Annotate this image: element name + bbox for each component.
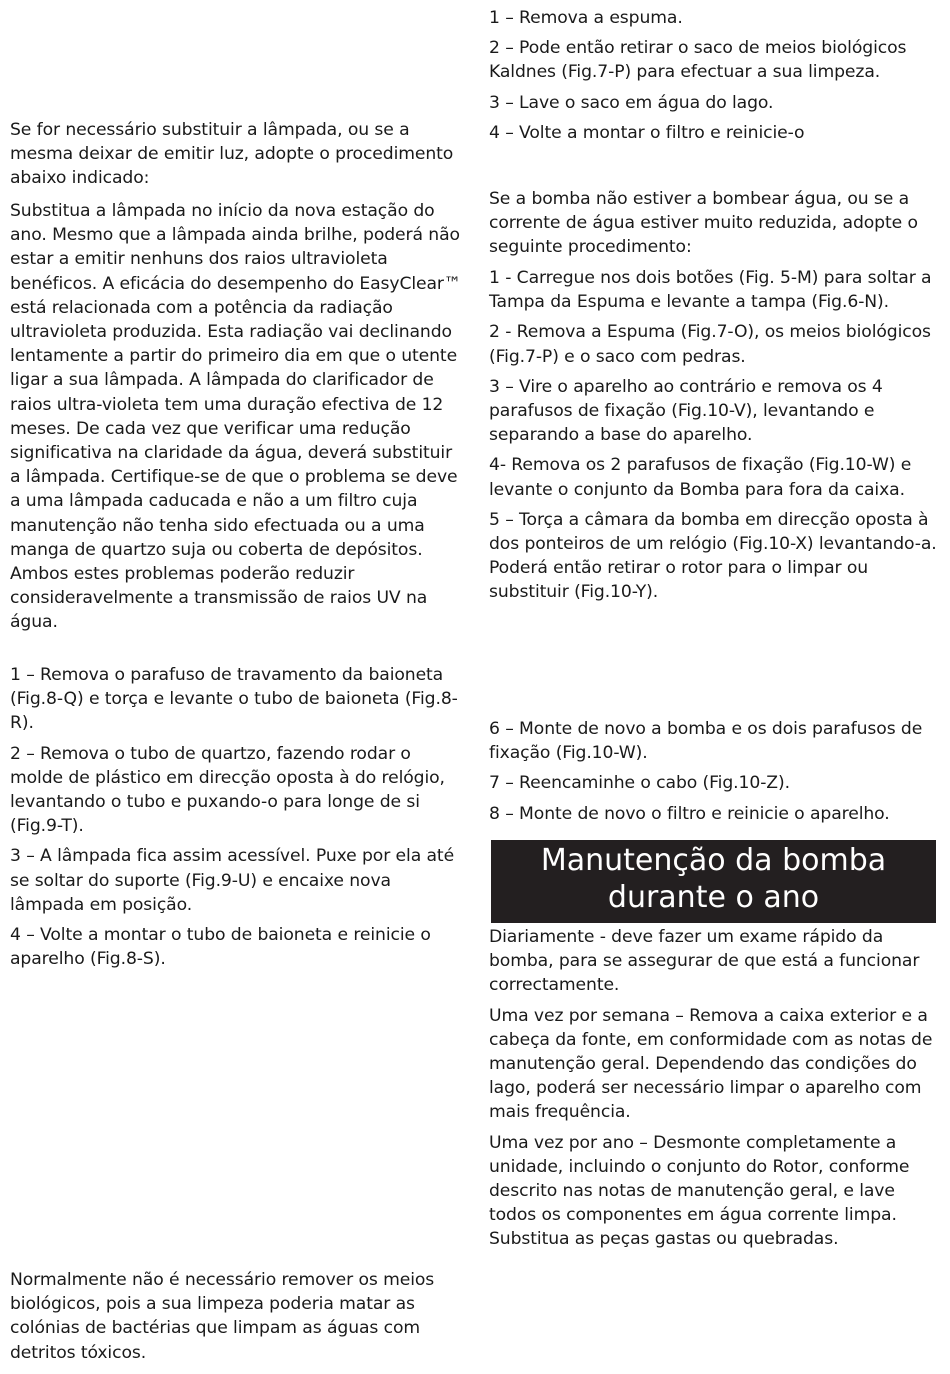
pump-step: 5 – Torça a câmara da bomba em direcção oposta à dos ponteiros de um relógio (Fig.10-X) levantando-a. Poderá então retirar o rotor para o limpar ou substituir (Fig.10-Y). xyxy=(489,509,937,603)
media-note-paragraph: Normalmente não é necessário remover os meios biológicos, pois a sua limpeza poderia matar as colónias de bactérias que limpam as águas com detritos tóxicos. xyxy=(10,1270,435,1363)
heading-line-2: durante o ano xyxy=(607,880,820,915)
pump-maintenance-heading xyxy=(491,840,936,923)
maintenance-schedule-block xyxy=(489,925,944,1252)
pump-step: 3 – Vire o aparelho ao contrário e remova os 4 parafusos de fixação (Fig.10-V), levantando e separando a base do aparelho. xyxy=(489,376,883,446)
media-step: 3 – Lave o saco em água do lago. xyxy=(489,92,774,113)
pump-step: 6 – Monte de novo a bomba e os dois parafusos de fixação (Fig.10-W). xyxy=(489,719,923,764)
pump-intro-block xyxy=(489,187,944,260)
media-note-block xyxy=(10,1268,465,1365)
lamp-step: 3 – A lâmpada fica assim acessível. Puxe por ela até se soltar do suporte (Fig.9-U) e encaixe nova lâmpada em posição. xyxy=(10,846,455,915)
pump-steps-block-b xyxy=(489,717,944,826)
pump-step: 4- Remova os 2 parafusos de fixação (Fig.10-W) e levante o conjunto da Bomba para fora da caixa. xyxy=(489,455,912,500)
lamp-intro-block xyxy=(10,118,465,191)
maintenance-daily: Diariamente - deve fazer um exame rápido da bomba, para se assegurar de que está a funcionar correctamente. xyxy=(489,927,920,996)
pump-step: 1 - Carregue nos dois botões (Fig. 5-M) para soltar a Tampa da Espuma e levante a tampa (Fig.6-N). xyxy=(489,268,932,313)
lamp-step: 1 – Remova o parafuso de travamento da baioneta (Fig.8-Q) e torça e levante o tubo de baioneta (Fig.8-R). xyxy=(10,665,458,734)
lamp-intro-paragraph: Se for necessário substituir a lâmpada, ou se a mesma deixar de emitir luz, adopte o procedimento abaixo indicado: xyxy=(10,120,454,189)
pump-intro-paragraph: Se a bomba não estiver a bombear água, ou se a corrente de água estiver muito reduzida, adopte o seguinte procedimento: xyxy=(489,189,918,258)
pump-step: 7 – Reencaminhe o cabo (Fig.10-Z). xyxy=(489,773,790,794)
pump-step: 2 - Remova a Espuma (Fig.7-O), os meios biológicos (Fig.7-P) e o saco com pedras. xyxy=(489,322,931,367)
lamp-step: 2 – Remova o tubo de quartzo, fazendo rodar o molde de plástico em direcção oposta à do relógio, levantando o tubo e puxando-o para longe de si (Fig.9-T). xyxy=(10,743,445,837)
maintenance-weekly: Uma vez por semana – Remova a caixa exterior e a cabeça da fonte, em conformidade com as notas de manutenção geral. Dependendo das condições do lago, poderá ser necessário limpar o aparelho com mais frequência. xyxy=(489,1005,933,1123)
lamp-info-paragraph: Substitua a lâmpada no início da nova estação do ano. Mesmo que a lâmpada ainda brilhe, poderá não estar a emitir nenhuns dos raios ultravioleta benéficos. A eficácia do desempenho do EasyClear™ está relacionada com a potência da radiação ultravioleta produzida. Esta radiação vai declinando lentamente a partir do primeiro dia em que o utente ligar a sua lâmpada. A lâmpada do clarificador de raios ultra-violeta tem uma duração efectiva de 12 meses. De cada vez que verificar uma redução significativa na claridade da água, deverá substituir a lâmpada. Certifique-se de que o problema se deve a uma lâmpada caducada e não a um filtro cuja manutenção não tenha sido efectuada ou a uma manga de quartzo suja ou coberta de depósitos. Ambos estes problemas poderão reduzir consideravelmente a transmissão de raios UV na água. xyxy=(10,201,461,633)
media-step: 1 – Remova a espuma. xyxy=(489,8,683,28)
lamp-step: 4 – Volte a montar o tubo de baioneta e reinicie o aparelho (Fig.8-S). xyxy=(10,925,431,970)
lamp-info-block xyxy=(10,199,465,635)
media-step: 2 – Pode então retirar o saco de meios biológicos Kaldnes (Fig.7-P) para efectuar a sua limpeza. xyxy=(489,38,907,83)
heading-line-1: Manutenção da bomba xyxy=(540,843,887,878)
media-step: 4 – Volte a montar o filtro e reinicie-o xyxy=(489,122,805,143)
media-steps-block xyxy=(489,6,944,145)
lamp-steps-block xyxy=(10,663,465,971)
pump-step: 8 – Monte de novo o filtro e reinicie o aparelho. xyxy=(489,803,890,824)
pump-steps-block-a xyxy=(489,266,944,605)
maintenance-yearly: Uma vez por ano – Desmonte completamente a unidade, incluindo o conjunto do Rotor, conforme descrito nas notas de manutenção geral, e lave todos os componentes em água corrente limpa. Substitua as peças gastas ou quebradas. xyxy=(489,1132,910,1250)
